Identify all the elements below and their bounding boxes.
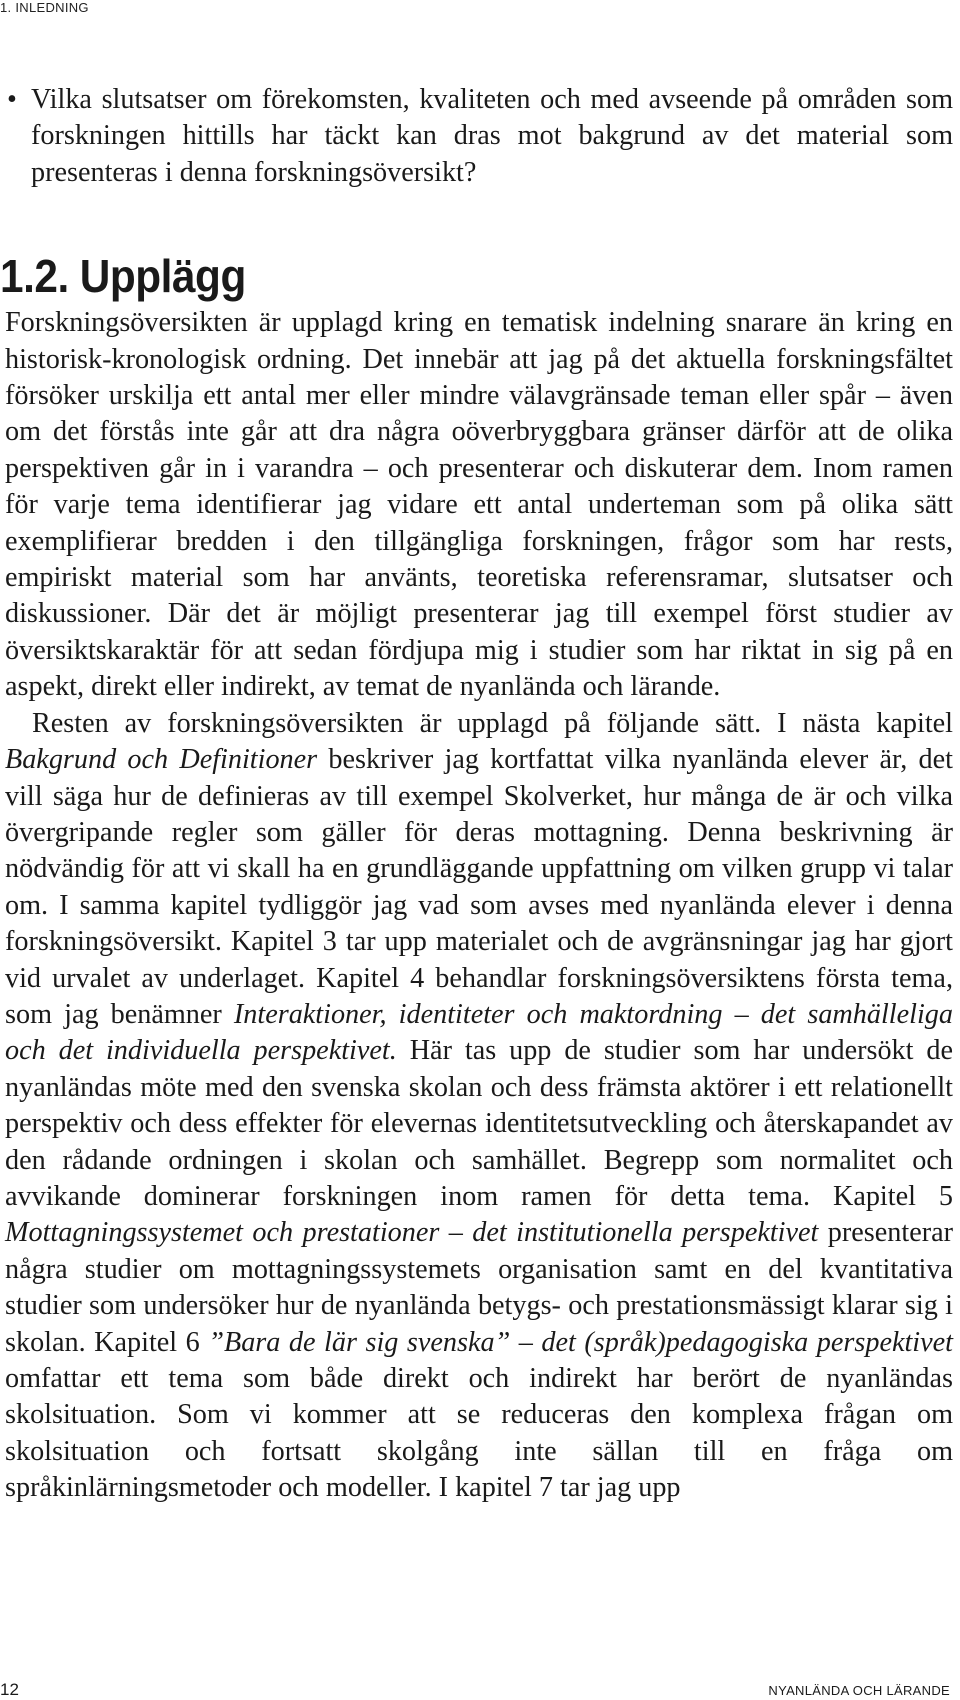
paragraph-1: Forskningsöversikten är upplagd kring en tematisk indelning snarare än kring en historisk-kronologisk ordning. Det innebär att jag på det aktuella forskningsfältet försöker urskilja ett antal mer eller mindre välavgränsade teman eller spår – även om det förstås inte går att dra några oöverbryggbara gränser därför att de olika perspektiven går in i varandra – och presenterar och diskuterar dem. Inom ramen för varje tema identifierar jag vidare ett antal underteman som på olika sätt exemplifierar bredden i den tillgängliga forskningen, frågor som har rests, empiriskt material som har använts, teoretiska referensramar, slutsatser och diskussioner. Där det är möjligt presenterar jag till exempel först studier av översiktskaraktär för att sedan fördjupa mig i studier som har riktat in sig på en aspekt, direkt eller indirekt, av temat de nyanlända och lärande. — [5, 307, 953, 703]
paragraph-2-text-5: omfattar ett tema som både direkt och indirekt har berört de nyanländas skolsituation. Som vi kommer att se reduceras den komplexa frågan om skolsituation och fortsatt skolgång inte sällan till en fråga om språkinlärningsmetoder och modeller. I kapitel 7 tar jag upp — [5, 1363, 953, 1504]
running-head: 1. INLEDNING — [0, 0, 89, 15]
chapter-title-4: Interaktioner, identiteter och maktordning – det samhälleliga och det individuella perspektivet. — [5, 998, 953, 1067]
page-number: 12 — [0, 1680, 19, 1699]
paragraph-2-text-2: beskriver jag kortfattat vilka nyanlända elever är, det vill säga hur de definieras av till exempel Skolverket, hur många de är och vilka övergripande regler som gäller för deras mottagning. Denna beskrivning är nödvändig för att vi skall ha en grundläggande uppfattning om vilken grupp vi talar om. I samma kapitel tydliggör jag vad som avses med nyanlända elever i denna forskningsöversikt. Kapitel 3 tar upp materialet och de avgränsningar jag har gjort vid urvalet av underlaget. Kapitel 4 behandlar forskningsöversiktens första tema, som jag benämner — [5, 744, 953, 1030]
chapter-title-5: Mottagningssystemet och prestationer – det institutionella perspektivet — [5, 1217, 819, 1249]
bullet-text: Vilka slutsatser om förekomsten, kvaliteten och med avseende på områden som forskningen hittills har täckt kan dras mot bakgrund av det material som presenteras i denna forskningsöversikt? — [31, 84, 953, 188]
chapter-title-6: ”Bara de lär sig svenska” – det (språk)pedagogiska perspektivet — [208, 1326, 953, 1358]
bullet-icon: • — [7, 84, 17, 115]
running-foot: NYANLÄNDA OCH LÄRANDE — [768, 1683, 950, 1698]
paragraph-2-text-3: Här tas upp de studier som har undersökt de nyanländas möte med den svenska skolan och dess främsta aktörer i ett relationellt perspektiv och dess effekter för elevernas identitetsutveckling och återskapandet av den rådande ordningen i skolan och samhället. Begrepp som normalitet och avvikande dominerar forskningen inom ramen för detta tema. Kapitel 5 — [5, 1035, 953, 1212]
paragraph-2-text-4: presenterar några studier om mottagningssystemets organisation samt en del kvantitativa studier som undersöker hur de nyanlända betygs- och prestationsmässigt klarar sig i skolan. Kapitel 6 — [5, 1217, 953, 1358]
bullet-list — [5, 82, 953, 191]
list-item — [5, 82, 953, 191]
chapter-title-2: Bakgrund och Definitioner — [5, 744, 318, 776]
paragraph-2 — [5, 706, 953, 1507]
paragraph-2-text-1: Resten av forskningsöversikten är upplagd på följande sätt. I nästa kapitel — [32, 707, 953, 739]
section-heading — [0, 249, 877, 303]
page-body — [0, 82, 953, 1507]
section-number: 1.2. — [0, 250, 69, 303]
section-title: Upplägg — [79, 250, 246, 303]
